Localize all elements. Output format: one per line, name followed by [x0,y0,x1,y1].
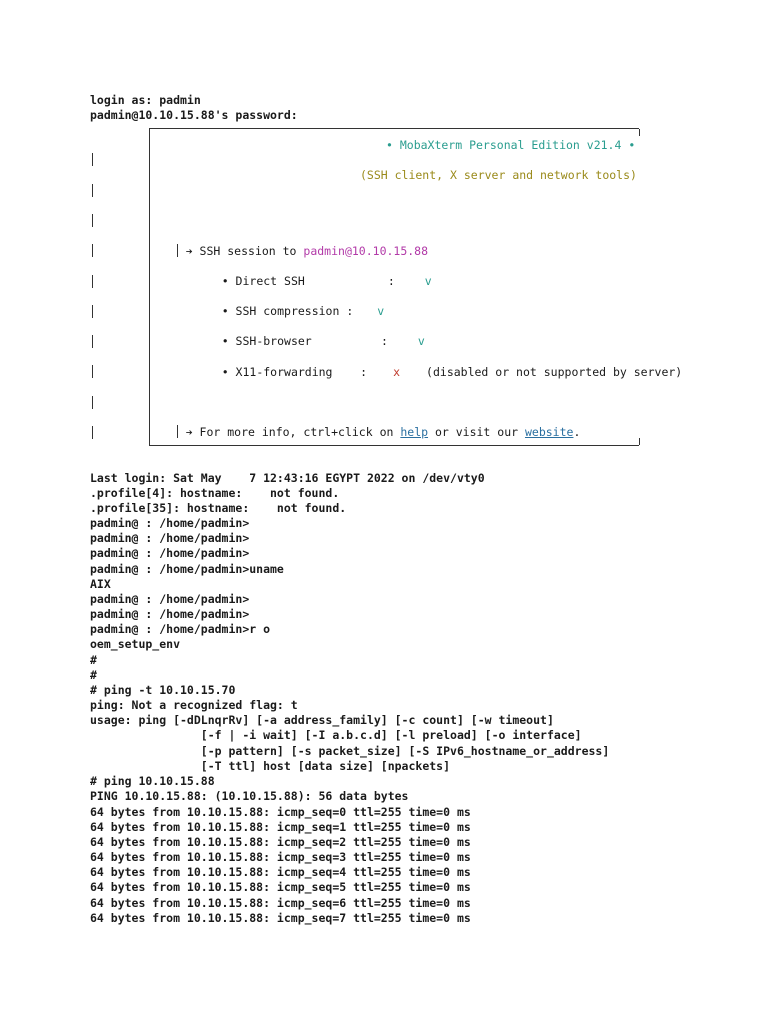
output-line: padmin@ : /home/padmin>uname [90,562,284,576]
output-line: ping: Not a recognized flag: t [90,698,298,712]
output-line: [-p pattern] [-s packet_size] [-S IPv6_hostname_or_address] [90,744,610,758]
ssh-session-line [149,229,429,258]
box-inner-pipe [149,289,150,303]
output-line: .profile[35]: hostname: not found. [90,501,347,515]
info-middle: or visit our [428,425,525,439]
box-inner-pipe [149,350,150,364]
wrapped-border-pipe [92,426,93,439]
output-line: 64 bytes from 10.10.15.88: icmp_seq=6 ttl=255 time=0 ms [90,896,471,910]
output-line: 64 bytes from 10.10.15.88: icmp_seq=7 ttl=255 time=0 ms [90,911,471,925]
wrapped-border-pipe [92,153,93,166]
box-inner-pipe [149,380,150,394]
output-line: AIX [90,577,111,591]
feature-ssh-compression [194,289,385,318]
box-inner-pipe [149,167,150,181]
website-link[interactable]: website [524,425,574,439]
feature-direct-ssh [194,259,432,288]
box-inner-pipe [149,198,150,212]
output-line: 64 bytes from 10.10.15.88: icmp_seq=3 ttl=255 time=0 ms [90,850,471,864]
output-line: 64 bytes from 10.10.15.88: icmp_seq=4 ttl=255 time=0 ms [90,865,471,879]
output-line: padmin@ : /home/padmin> [90,516,250,530]
wrapped-border-pipe [92,305,93,318]
help-link[interactable]: help [400,425,429,439]
info-prefix: ➔ For more info, ctrl+click on [185,425,401,439]
output-line: padmin@ : /home/padmin> [90,607,250,621]
output-line: # [90,668,97,682]
wrapped-border-pipe [92,184,93,197]
output-line: 64 bytes from 10.10.15.88: icmp_seq=1 ttl=255 time=0 ms [90,820,471,834]
box-corner [639,438,640,445]
session-target: padmin@10.10.15.88 [303,244,429,258]
output-line: 64 bytes from 10.10.15.88: icmp_seq=0 ttl=255 time=0 ms [90,805,471,819]
box-inner-pipe [177,425,178,438]
wrapped-border-pipe [92,244,93,257]
feature-value: v [377,304,385,318]
output-line: [-T ttl] host [data size] [npackets] [90,759,451,773]
session-prefix: ➔ SSH session to [185,244,304,258]
wrapped-border-pipe [92,275,93,288]
feature-value: v [417,334,425,348]
box-inner-pipe [177,244,178,257]
feature-value: v [424,274,432,288]
box-inner-pipe [149,319,150,333]
feature-value: x [393,365,401,379]
banner-subtitle: (SSH client, X server and network tools) [360,168,637,182]
output-line: Last login: Sat May 7 12:43:16 EGYPT 2022 on /dev/vty0 [90,471,485,485]
output-line: 64 bytes from 10.10.15.88: icmp_seq=2 ttl=255 time=0 ms [90,835,471,849]
output-line: # ping 10.10.15.88 [90,774,215,788]
output-line: [-f | -i wait] [-I a.b.c.d] [-l preload] [-o interface] [90,728,582,742]
output-line: PING 10.10.15.88: (10.10.15.88): 56 data bytes [90,789,409,803]
info-line [149,410,581,439]
output-line: padmin@ : /home/padmin> [90,531,250,545]
output-line: padmin@ : /home/padmin>r o [90,622,271,636]
banner-title: • MobaXterm Personal Edition v21.4 • [386,138,636,152]
login-line: login as: padmin [90,93,201,107]
output-line: oem_setup_env [90,637,181,651]
wrapped-border-pipe [92,365,93,378]
output-line: 64 bytes from 10.10.15.88: icmp_seq=5 ttl=255 time=0 ms [90,880,471,894]
output-line: .profile[4]: hostname: not found. [90,486,340,500]
feature-x11-forwarding [194,350,683,379]
output-line: usage: ping [-dDLnqrRv] [-a address_family] [-c count] [-w timeout] [90,713,554,727]
feature-label: • SSH compression : [221,304,354,318]
feature-note: (disabled or not supported by server) [426,365,683,379]
info-suffix: . [573,425,581,439]
password-line: padmin@10.10.15.88's password: [90,108,298,122]
feature-ssh-browser [194,319,425,348]
output-line: padmin@ : /home/padmin> [90,592,250,606]
output-line: # ping -t 10.10.15.70 [90,683,236,697]
output-line: padmin@ : /home/padmin> [90,546,250,560]
wrapped-border-pipe [92,214,93,227]
wrapped-border-pipe [92,396,93,409]
feature-label: • SSH-browser : [221,334,388,348]
wrapped-border-pipe [92,335,93,348]
feature-label: • Direct SSH : [221,274,395,288]
box-corner [639,129,640,136]
output-line: # [90,653,97,667]
feature-label: • X11-forwarding : [221,365,368,379]
